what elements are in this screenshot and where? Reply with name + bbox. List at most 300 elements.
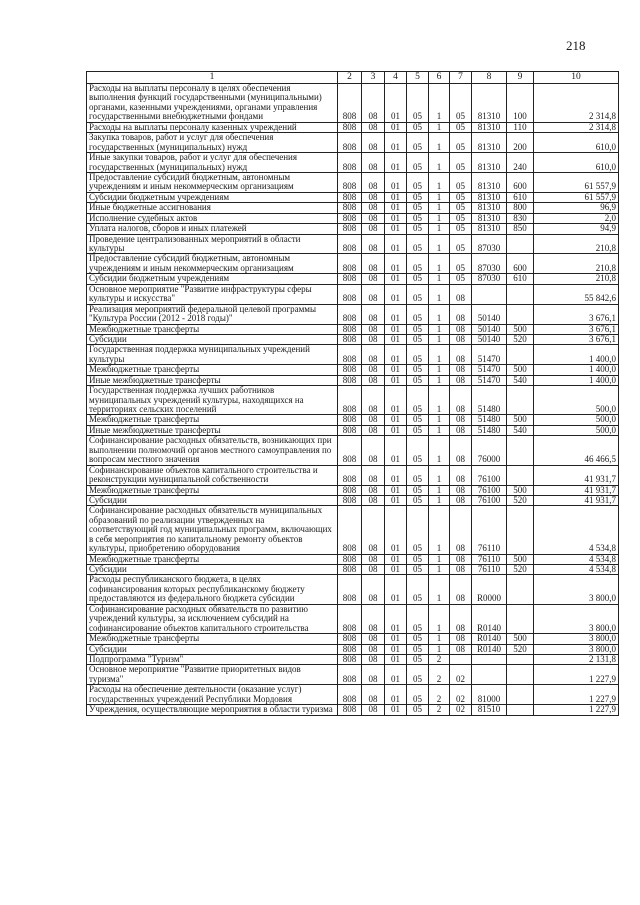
row-name-cell: Межбюджетные трансферты xyxy=(87,365,338,375)
code-cell: 808 xyxy=(338,705,362,715)
code-cell: 05 xyxy=(407,224,429,234)
code-cell: 08 xyxy=(450,604,472,633)
code-cell: 05 xyxy=(407,554,429,564)
column-header: 3 xyxy=(362,72,385,84)
row-name-cell: Государственная поддержка лучших работников муниципальных учреждений культуры, находящихся на территориях сельских поселений xyxy=(87,386,338,415)
code-cell: 2 xyxy=(429,705,450,715)
code-cell: 1 xyxy=(429,274,450,284)
code-cell: 01 xyxy=(385,495,407,505)
code-cell: 05 xyxy=(407,122,429,132)
code-cell: 08 xyxy=(450,485,472,495)
code-cell: 08 xyxy=(362,436,385,465)
code-cell: 08 xyxy=(362,604,385,633)
table-row xyxy=(87,203,619,213)
code-cell: 05 xyxy=(407,153,429,173)
code-cell: 610 xyxy=(507,274,534,284)
row-name-cell: Межбюджетные трансферты xyxy=(87,554,338,564)
code-cell: 100 xyxy=(507,84,534,123)
code-cell: 50140 xyxy=(472,324,507,334)
code-cell: 05 xyxy=(407,203,429,213)
code-cell: 08 xyxy=(362,365,385,375)
code-cell: 50140 xyxy=(472,334,507,344)
code-cell: 1 xyxy=(429,224,450,234)
code-cell: 05 xyxy=(450,274,472,284)
code-cell: 01 xyxy=(385,575,407,604)
row-name-cell: Подпрограмма "Туризм" xyxy=(87,654,338,664)
code-cell: 500 xyxy=(507,485,534,495)
code-cell: 05 xyxy=(407,644,429,654)
row-name-cell: Иные бюджетные ассигнования xyxy=(87,203,338,213)
code-cell: 01 xyxy=(385,705,407,715)
table-row xyxy=(87,365,619,375)
row-name-cell: Основное мероприятие "Развитие приоритетных видов туризма" xyxy=(87,665,338,685)
code-cell: 87030 xyxy=(472,274,507,284)
row-name-cell: Основное мероприятие "Развитие инфраструктуры сферы культуры и искусства" xyxy=(87,284,338,304)
table-row xyxy=(87,345,619,365)
amount-cell: 1 400,0 xyxy=(534,375,619,385)
code-cell: 05 xyxy=(407,375,429,385)
table-body xyxy=(87,72,619,716)
code-cell: 05 xyxy=(450,234,472,254)
amount-cell: 94,9 xyxy=(534,224,619,234)
code-cell: 808 xyxy=(338,506,362,554)
code-cell: 01 xyxy=(385,485,407,495)
code-cell: 81310 xyxy=(472,192,507,202)
code-cell: 01 xyxy=(385,665,407,685)
code-cell: 08 xyxy=(362,644,385,654)
code-cell: 08 xyxy=(450,554,472,564)
code-cell: 05 xyxy=(407,284,429,304)
row-name-cell: Иные межбюджетные трансферты xyxy=(87,425,338,435)
row-name-cell: Субсидии xyxy=(87,495,338,505)
code-cell: 2 xyxy=(429,654,450,664)
code-cell: 02 xyxy=(450,665,472,685)
code-cell xyxy=(507,654,534,664)
code-cell: 01 xyxy=(385,203,407,213)
code-cell: 08 xyxy=(362,386,385,415)
code-cell xyxy=(450,654,472,664)
row-name-cell: Межбюджетные трансферты xyxy=(87,415,338,425)
row-name-cell: Межбюджетные трансферты xyxy=(87,485,338,495)
code-cell: 1 xyxy=(429,436,450,465)
code-cell: 1 xyxy=(429,634,450,644)
column-header: 2 xyxy=(338,72,362,84)
code-cell: 01 xyxy=(385,425,407,435)
table-row xyxy=(87,324,619,334)
row-name-cell: Исполнение судебных актов xyxy=(87,213,338,223)
code-cell: 600 xyxy=(507,254,534,274)
code-cell xyxy=(507,685,534,705)
code-cell xyxy=(507,465,534,485)
table-row xyxy=(87,213,619,223)
code-cell: 01 xyxy=(385,386,407,415)
code-cell: 05 xyxy=(450,224,472,234)
code-cell: 808 xyxy=(338,375,362,385)
code-cell: 05 xyxy=(450,203,472,213)
code-cell: 01 xyxy=(385,604,407,633)
code-cell: 1 xyxy=(429,84,450,123)
amount-cell: 1 227,9 xyxy=(534,685,619,705)
code-cell: 1 xyxy=(429,213,450,223)
code-cell: 05 xyxy=(407,565,429,575)
table-row xyxy=(87,334,619,344)
code-cell: 76110 xyxy=(472,506,507,554)
code-cell: 808 xyxy=(338,604,362,633)
code-cell: 08 xyxy=(362,565,385,575)
code-cell: 81310 xyxy=(472,224,507,234)
code-cell: 08 xyxy=(362,634,385,644)
table-row xyxy=(87,375,619,385)
code-cell: 01 xyxy=(385,644,407,654)
amount-cell: 3 800,0 xyxy=(534,575,619,604)
code-cell: 500 xyxy=(507,365,534,375)
code-cell: 08 xyxy=(362,122,385,132)
code-cell: 05 xyxy=(407,415,429,425)
code-cell: 05 xyxy=(407,485,429,495)
code-cell: 05 xyxy=(450,84,472,123)
amount-cell: 41 931,7 xyxy=(534,485,619,495)
table-row xyxy=(87,284,619,304)
code-cell: 1 xyxy=(429,565,450,575)
amount-cell: 210,8 xyxy=(534,254,619,274)
code-cell: 1 xyxy=(429,234,450,254)
code-cell: 240 xyxy=(507,153,534,173)
code-cell: 808 xyxy=(338,192,362,202)
code-cell: 05 xyxy=(407,234,429,254)
code-cell: 08 xyxy=(362,665,385,685)
code-cell: 01 xyxy=(385,192,407,202)
code-cell: 808 xyxy=(338,133,362,153)
code-cell: 01 xyxy=(385,274,407,284)
code-cell: 808 xyxy=(338,654,362,664)
table-row xyxy=(87,84,619,123)
code-cell: 01 xyxy=(385,84,407,123)
code-cell: 850 xyxy=(507,224,534,234)
code-cell: 01 xyxy=(385,634,407,644)
code-cell: 05 xyxy=(407,575,429,604)
code-cell: 08 xyxy=(362,224,385,234)
code-cell: 1 xyxy=(429,495,450,505)
code-cell: 76110 xyxy=(472,554,507,564)
row-name-cell: Расходы на обеспечение деятельности (оказание услуг) государственных учреждений Республики Мордовия xyxy=(87,685,338,705)
table-row xyxy=(87,644,619,654)
table-row xyxy=(87,485,619,495)
table-row xyxy=(87,665,619,685)
code-cell: 76000 xyxy=(472,436,507,465)
code-cell: 540 xyxy=(507,425,534,435)
code-cell: 08 xyxy=(450,634,472,644)
code-cell: 08 xyxy=(450,575,472,604)
code-cell: 08 xyxy=(450,436,472,465)
code-cell: 05 xyxy=(407,84,429,123)
code-cell: 520 xyxy=(507,495,534,505)
code-cell: 1 xyxy=(429,415,450,425)
code-cell: 76100 xyxy=(472,465,507,485)
code-cell: 81510 xyxy=(472,705,507,715)
code-cell: 05 xyxy=(407,304,429,324)
code-cell: 808 xyxy=(338,685,362,705)
code-cell: 500 xyxy=(507,554,534,564)
code-cell: 01 xyxy=(385,153,407,173)
code-cell: 05 xyxy=(407,324,429,334)
code-cell: 808 xyxy=(338,224,362,234)
code-cell: 1 xyxy=(429,304,450,324)
code-cell: 05 xyxy=(407,436,429,465)
row-name-cell: Софинансирование объектов капитального строительства и реконструкции муниципальной собственности xyxy=(87,465,338,485)
code-cell: 08 xyxy=(450,365,472,375)
code-cell: 808 xyxy=(338,386,362,415)
amount-cell: 3 676,1 xyxy=(534,304,619,324)
row-name-cell: Иные межбюджетные трансферты xyxy=(87,375,338,385)
code-cell: 2 xyxy=(429,665,450,685)
code-cell: 2 xyxy=(429,685,450,705)
code-cell: 81310 xyxy=(472,84,507,123)
code-cell: 808 xyxy=(338,436,362,465)
code-cell: 1 xyxy=(429,133,450,153)
code-cell: 05 xyxy=(407,425,429,435)
code-cell: 01 xyxy=(385,415,407,425)
code-cell: 808 xyxy=(338,284,362,304)
column-header: 10 xyxy=(534,72,619,84)
code-cell: 01 xyxy=(385,654,407,664)
code-cell: 808 xyxy=(338,213,362,223)
table-row xyxy=(87,224,619,234)
column-header: 8 xyxy=(472,72,507,84)
code-cell: 08 xyxy=(362,554,385,564)
amount-cell: 210,8 xyxy=(534,234,619,254)
code-cell: 05 xyxy=(407,254,429,274)
row-name-cell: Субсидии xyxy=(87,334,338,344)
code-cell: 05 xyxy=(407,665,429,685)
amount-cell: 1 400,0 xyxy=(534,365,619,375)
amount-cell: 1 227,9 xyxy=(534,665,619,685)
amount-cell: 61 557,9 xyxy=(534,172,619,192)
code-cell: 05 xyxy=(407,386,429,415)
code-cell: 81310 xyxy=(472,122,507,132)
code-cell: 1 xyxy=(429,604,450,633)
code-cell: 05 xyxy=(407,133,429,153)
amount-cell: 610,0 xyxy=(534,153,619,173)
code-cell: 05 xyxy=(407,685,429,705)
amount-cell: 4 534,8 xyxy=(534,554,619,564)
code-cell: 08 xyxy=(362,304,385,324)
code-cell xyxy=(507,604,534,633)
code-cell: 05 xyxy=(407,705,429,715)
table-row xyxy=(87,415,619,425)
code-cell xyxy=(472,665,507,685)
code-cell: 1 xyxy=(429,153,450,173)
code-cell: 08 xyxy=(362,654,385,664)
code-cell: 808 xyxy=(338,122,362,132)
code-cell: 81310 xyxy=(472,133,507,153)
column-header: 7 xyxy=(450,72,472,84)
code-cell: 05 xyxy=(407,213,429,223)
amount-cell: 1 227,9 xyxy=(534,705,619,715)
code-cell: 01 xyxy=(385,365,407,375)
code-cell: 808 xyxy=(338,485,362,495)
code-cell: 76110 xyxy=(472,565,507,575)
code-cell: 05 xyxy=(407,172,429,192)
code-cell: 87030 xyxy=(472,254,507,274)
code-cell: 08 xyxy=(362,153,385,173)
code-cell: 200 xyxy=(507,133,534,153)
code-cell: 81310 xyxy=(472,172,507,192)
amount-cell: 41 931,7 xyxy=(534,495,619,505)
code-cell: 1 xyxy=(429,575,450,604)
budget-table xyxy=(86,71,619,716)
table-row xyxy=(87,604,619,633)
code-cell: 610 xyxy=(507,192,534,202)
code-cell: 1 xyxy=(429,644,450,654)
code-cell: 08 xyxy=(450,644,472,654)
code-cell xyxy=(507,234,534,254)
amount-cell: 610,0 xyxy=(534,133,619,153)
code-cell xyxy=(507,284,534,304)
code-cell: 808 xyxy=(338,234,362,254)
code-cell: 1 xyxy=(429,172,450,192)
code-cell: 08 xyxy=(450,324,472,334)
code-cell: 01 xyxy=(385,172,407,192)
row-name-cell: Субсидии xyxy=(87,644,338,654)
code-cell: 08 xyxy=(362,415,385,425)
code-cell: 01 xyxy=(385,465,407,485)
code-cell: 1 xyxy=(429,284,450,304)
code-cell: 08 xyxy=(450,375,472,385)
code-cell: 808 xyxy=(338,644,362,654)
row-name-cell: Расходы на выплаты персоналу казенных учреждений xyxy=(87,122,338,132)
code-cell: R0140 xyxy=(472,644,507,654)
amount-cell: 4 534,8 xyxy=(534,506,619,554)
code-cell: 808 xyxy=(338,665,362,685)
row-name-cell: Предоставление субсидий бюджетным, автономным учреждениям и иным некоммерческим организациям xyxy=(87,254,338,274)
row-name-cell: Уплата налогов, сборов и иных платежей xyxy=(87,224,338,234)
amount-cell: 46 466,5 xyxy=(534,436,619,465)
table-row xyxy=(87,304,619,324)
code-cell: 08 xyxy=(362,506,385,554)
code-cell: 808 xyxy=(338,495,362,505)
code-cell: 08 xyxy=(362,334,385,344)
code-cell: 01 xyxy=(385,685,407,705)
code-cell: 08 xyxy=(450,506,472,554)
code-cell: 01 xyxy=(385,133,407,153)
code-cell: 808 xyxy=(338,425,362,435)
amount-cell: 3 800,0 xyxy=(534,634,619,644)
code-cell: 08 xyxy=(362,203,385,213)
code-cell: 808 xyxy=(338,203,362,213)
code-cell: 08 xyxy=(362,274,385,284)
row-name-cell: Проведение централизованных мероприятий в области культуры xyxy=(87,234,338,254)
table-row xyxy=(87,554,619,564)
code-cell: 808 xyxy=(338,274,362,284)
table-row xyxy=(87,495,619,505)
table-row xyxy=(87,153,619,173)
code-cell: 808 xyxy=(338,634,362,644)
code-cell: 808 xyxy=(338,365,362,375)
code-cell: 08 xyxy=(362,254,385,274)
code-cell: 76100 xyxy=(472,485,507,495)
amount-cell: 1 400,0 xyxy=(534,345,619,365)
code-cell: 81000 xyxy=(472,685,507,705)
row-name-cell: Предоставление субсидий бюджетным, автономным учреждениям и иным некоммерческим организациям xyxy=(87,172,338,192)
code-cell: 808 xyxy=(338,334,362,344)
code-cell: 800 xyxy=(507,203,534,213)
code-cell: 808 xyxy=(338,565,362,575)
code-cell: 1 xyxy=(429,554,450,564)
code-cell xyxy=(507,386,534,415)
code-cell: 02 xyxy=(450,685,472,705)
code-cell: 808 xyxy=(338,324,362,334)
code-cell xyxy=(507,705,534,715)
amount-cell: 55 842,6 xyxy=(534,284,619,304)
code-cell: 05 xyxy=(407,274,429,284)
row-name-cell: Иные закупки товаров, работ и услуг для обеспечения государственных (муниципальных) нужд xyxy=(87,153,338,173)
code-cell: 51480 xyxy=(472,386,507,415)
code-cell: 08 xyxy=(362,375,385,385)
code-cell: 1 xyxy=(429,365,450,375)
code-cell: 808 xyxy=(338,172,362,192)
amount-cell: 500,0 xyxy=(534,386,619,415)
amount-cell: 210,8 xyxy=(534,274,619,284)
code-cell: 01 xyxy=(385,345,407,365)
code-cell: 05 xyxy=(407,634,429,644)
table-row xyxy=(87,575,619,604)
amount-cell: 2 131,8 xyxy=(534,654,619,664)
code-cell: 81310 xyxy=(472,153,507,173)
table-row xyxy=(87,192,619,202)
table-row xyxy=(87,565,619,575)
code-cell: 01 xyxy=(385,324,407,334)
code-cell: 05 xyxy=(407,345,429,365)
code-cell: 808 xyxy=(338,84,362,123)
code-cell: 51480 xyxy=(472,425,507,435)
code-cell: 76100 xyxy=(472,495,507,505)
code-cell: 1 xyxy=(429,485,450,495)
code-cell: 08 xyxy=(450,465,472,485)
table-row xyxy=(87,254,619,274)
code-cell xyxy=(507,506,534,554)
code-cell: 808 xyxy=(338,254,362,274)
code-cell: 81310 xyxy=(472,203,507,213)
row-name-cell: Софинансирование расходных обязательств по развитию учреждений культуры, за исключением субсидий на софинансирование объектов капитального строительства xyxy=(87,604,338,633)
budget-table-wrapper xyxy=(86,71,618,716)
code-cell: 08 xyxy=(450,334,472,344)
code-cell: 520 xyxy=(507,334,534,344)
code-cell: 808 xyxy=(338,304,362,324)
code-cell: 08 xyxy=(450,415,472,425)
table-row xyxy=(87,705,619,715)
code-cell: 08 xyxy=(362,575,385,604)
amount-cell: 500,0 xyxy=(534,425,619,435)
code-cell: 1 xyxy=(429,506,450,554)
code-cell: 08 xyxy=(362,345,385,365)
code-cell: 1 xyxy=(429,122,450,132)
table-row xyxy=(87,465,619,485)
page-number: 218 xyxy=(566,38,586,53)
code-cell xyxy=(472,654,507,664)
code-cell xyxy=(507,436,534,465)
code-cell: 01 xyxy=(385,554,407,564)
code-cell: 05 xyxy=(407,192,429,202)
code-cell: 08 xyxy=(450,345,472,365)
amount-cell: 500,0 xyxy=(534,415,619,425)
code-cell: 08 xyxy=(450,284,472,304)
code-cell: 01 xyxy=(385,213,407,223)
code-cell: 05 xyxy=(407,604,429,633)
code-cell: 1 xyxy=(429,345,450,365)
table-row xyxy=(87,634,619,644)
code-cell: 540 xyxy=(507,375,534,385)
column-header: 9 xyxy=(507,72,534,84)
